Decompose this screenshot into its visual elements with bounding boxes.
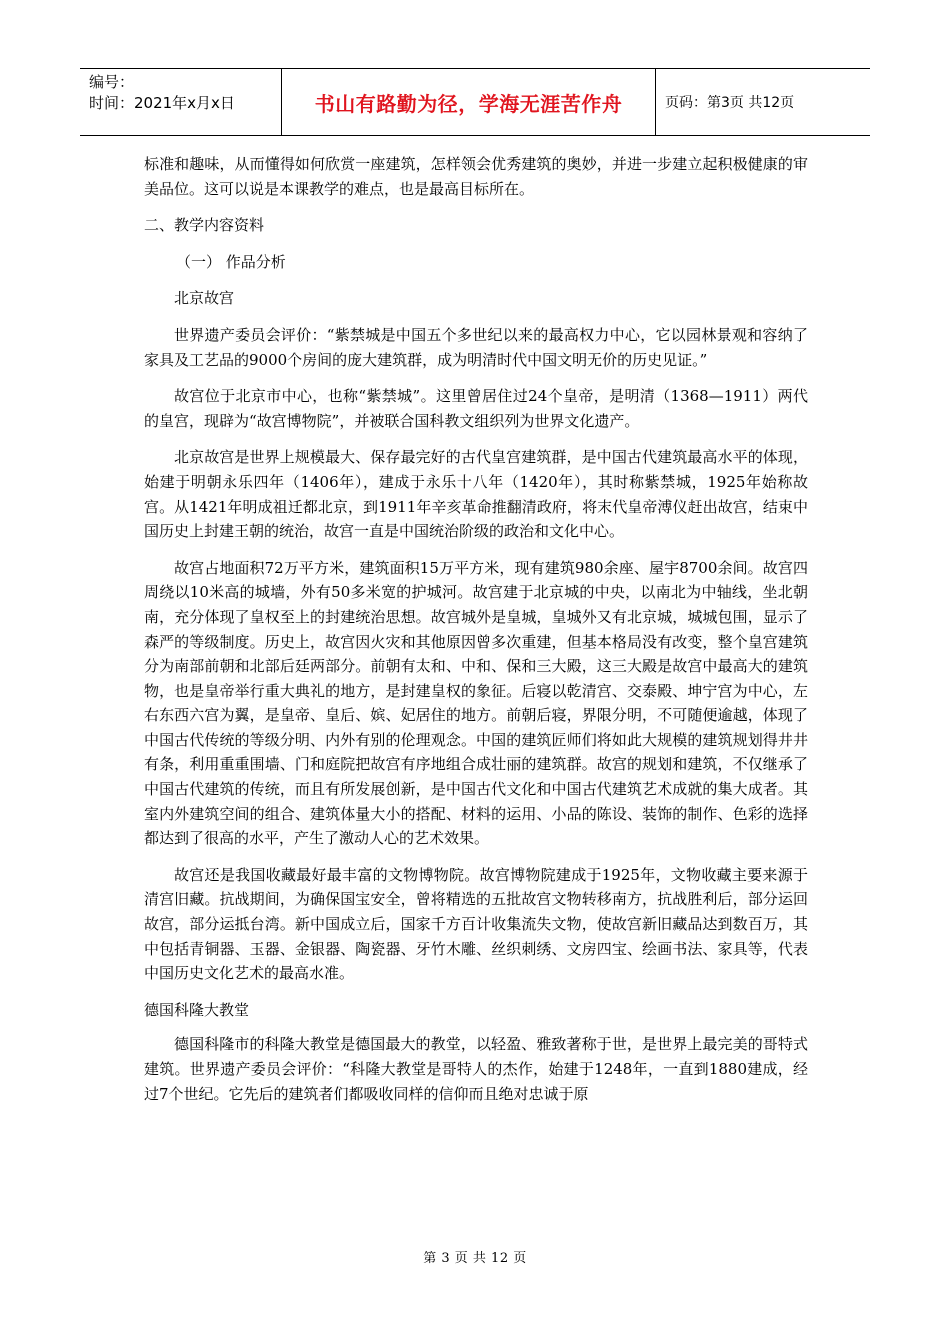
- subsection-heading: （一） 作品分析: [176, 252, 286, 271]
- page-header: [80, 68, 870, 136]
- page-footer: 第 3 页 共 12 页: [423, 1251, 527, 1266]
- document-date: 时间：2021年x月x日: [89, 94, 235, 112]
- paragraph: 世界遗产委员会评价：“紫禁城是中国五个多世纪以来的最高权力中心，它以园林景观和容纳了家具及工艺品的9000个房间的庞大建筑群，成为明清时代中国文明无价的历史见证。”: [144, 325, 808, 369]
- paragraph: 故宫位于北京市中心，也称“紫禁城”。这里曾居住过24个皇帝，是明清（1368—1911）两代的皇宫，现辟为“故宫博物院”，并被联合国科教文组织列为世界文化遗产。: [144, 387, 808, 430]
- paragraph: 故宫占地面积72万平方米，建筑面积15万平方米，现有建筑980余座、屋宇8700余间。故宫四周绕以10米高的城墙，外有50多米宽的护城河。故宫建于北京城的中央，以南北为中轴线，坐北朝南，充分体现了皇权至上的封建统治思想。故宫城外是皇城，皇城外又有北京城，城城包围，显示了森严的等级制度。历史上，故宫因火灾和其他原因曾多次重建，但基本格局没有改变，整个皇宫建筑分为南部前朝和北部后廷两部分。前朝有太和、中和、保和三大殿，这三大殿是故宫中最高大的建筑物，也是皇帝举行重大典礼的地方，是封建皇权的象征。后寝以乾清宫、交泰殿、坤宁宫为中心，左右东西六宫为翼，是皇帝、皇后、嫔、妃居住的地方。前朝后寝，界限分明，不可随便逾越，体现了中国古代传统的等级分明、内外有别的伦理观念。中国的建筑匠师们将如此大规模的建筑规划得井井有条，利用重重围墙、门和庭院把故宫有序地组合成壮丽的建筑群。故宫的规划和建筑，不仅继承了中国古代建筑的传统，而且有所发展创新，是中国古代文化和中国古代建筑艺术成就的集大成者。其室内外建筑空间的组合、建筑体量大小的搭配、材料的运用、小品的陈设、装饰的制作、色彩的选择都达到了很高的水平，产生了激动人心的艺术效果。: [144, 558, 808, 848]
- paragraph: 德国科隆市的科隆大教堂是德国最大的教堂，以轻盈、雅致著称于世，是世界上最完美的哥特式建筑。世界遗产委员会评价：“科隆大教堂是哥特人的杰作，始建于1248年，一直到1880建成，经过7个世纪。它先后的建筑者们都吸收同样的信仰而且绝对忠诚于原: [144, 1035, 808, 1103]
- document-number: 编号：: [89, 73, 135, 91]
- header-meta: [80, 69, 282, 135]
- section-heading: 二、教学内容资料: [144, 216, 265, 235]
- header-page-number: 页码：第3页 共12页: [665, 95, 795, 111]
- paragraph: 北京故宫是世界上规模最大、保存最完好的古代皇宫建筑群，是中国古代建筑最高水平的体现，始建于明朝永乐四年（1406年），建成于永乐十八年（1420年），其时称紫禁城，1925年始称故宫。从1421年明成祖迁都北京，到1911年辛亥革命推翻清政府，将末代皇帝溥仪赶出故宫，结束中国历史上封建王朝的统治，故宫一直是中国统治阶级的政治和文化中心。: [144, 448, 808, 541]
- document-body: [144, 152, 808, 1118]
- paragraph: 标准和趣味，从而懂得如何欣赏一座建筑，怎样领会优秀建筑的奥妙，并进一步建立起积极健康的审美品位。这可以说是本课教学的难点，也是最高目标所在。: [144, 155, 808, 198]
- header-motto: 书山有路勤为径，学海无涯苦作舟: [282, 69, 656, 135]
- paragraph: 故宫还是我国收藏最好最丰富的文物博物院。故宫博物院建成于1925年，文物收藏主要来源于清宫旧藏。抗战期间，为确保国宝安全，曾将精选的五批故宫文物转移南方，抗战胜利后，部分运回故宫，部分运抵台湾。新中国成立后，国家千方百计收集流失文物，使故宫新旧藏品达到数百万，其中包括青铜器、玉器、金银器、陶瓷器、牙竹木雕、丝织刺绣、文房四宝、绘画书法、家具等，代表中国历史文化艺术的最高水准。: [144, 865, 808, 983]
- work-title-gugong: 北京故宫: [174, 289, 235, 308]
- work-title-cologne: 德国科隆大教堂: [144, 1000, 250, 1019]
